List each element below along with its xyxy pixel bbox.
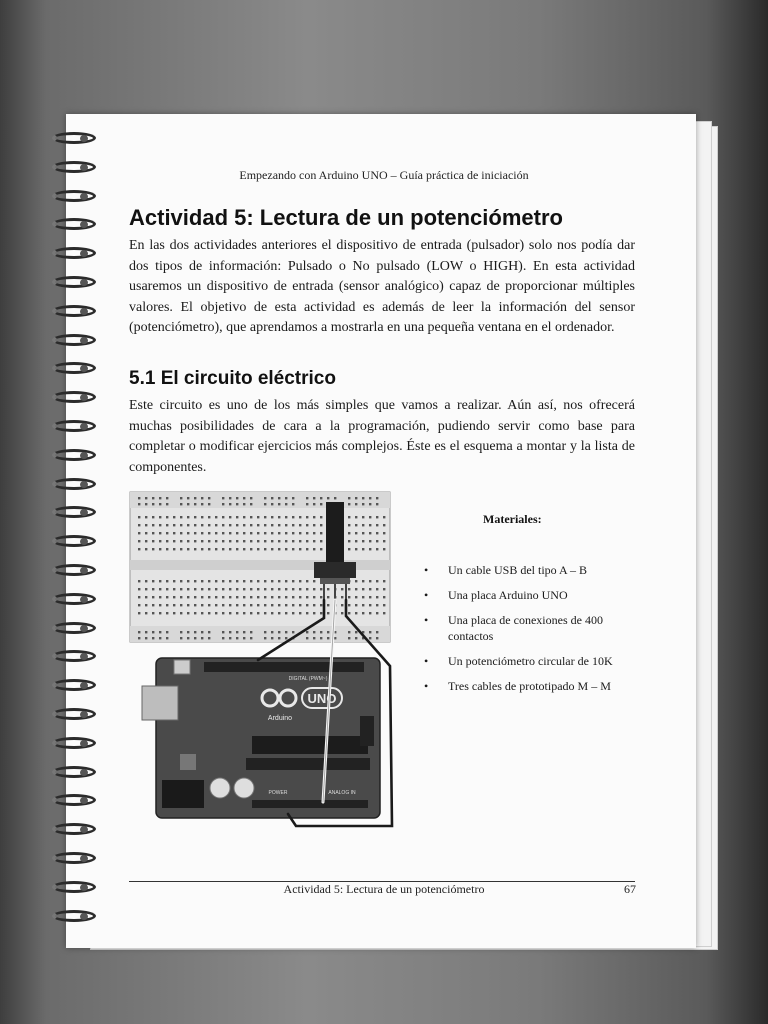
list-item: • Un potenciómetro circular de 10K <box>424 653 634 669</box>
spiral-coil <box>40 852 98 866</box>
list-item: • Una placa Arduino UNO <box>424 587 634 603</box>
section-heading: 5.1 El circuito eléctrico <box>129 368 336 389</box>
spiral-coil <box>40 737 98 751</box>
spiral-coil <box>40 362 98 376</box>
spiral-coil <box>40 391 98 405</box>
list-item: • Un cable USB del tipo A – B <box>424 562 634 578</box>
spiral-coil <box>40 218 98 232</box>
spiral-coil <box>40 506 98 520</box>
footer-title: Actividad 5: Lectura de un potenciómetro <box>283 882 485 896</box>
circuit-figure <box>128 490 398 830</box>
spiral-coil <box>40 305 98 319</box>
board-digital-label: DIGITAL (PWM~) <box>288 676 328 682</box>
spiral-coil <box>40 132 98 146</box>
spiral-coil <box>40 766 98 780</box>
spiral-coil <box>40 650 98 664</box>
activity-title: Actividad 5: Lectura de un potenciómetro <box>129 205 563 230</box>
list-item: • Una placa de conexiones de 400 contactos <box>424 612 634 644</box>
spiral-coil <box>40 535 98 549</box>
materials-title: Materiales: <box>483 512 542 526</box>
spiral-coil <box>40 679 98 693</box>
board-analog-label: ANALOG IN <box>328 790 356 796</box>
list-item: • Tres cables de prototipado M – M <box>424 678 634 694</box>
spiral-coil <box>40 276 98 290</box>
spiral-coil <box>40 247 98 261</box>
spiral-coil <box>40 478 98 492</box>
spiral-coil <box>40 910 98 924</box>
running-header: Empezando con Arduino UNO – Guía práctica de iniciación <box>239 168 529 182</box>
spiral-coil <box>40 190 98 204</box>
board-power-label: POWER <box>268 790 288 796</box>
board-logo-text: UNO <box>307 691 337 706</box>
spiral-coil <box>40 622 98 636</box>
materials-list <box>424 562 634 703</box>
intro-paragraph: En las dos actividades anteriores el dispositivo de entrada (pulsador) solo nos podía dar dos tipos de información: Pulsado o No pulsado (LOW o HIGH). En esta actividad usaremos un dispositivo de entrada (sensor analógico) capaz de proporcionar múltiples valores. El objetivo de esta actividad es además de leer la información del sensor (potenciómetro), que aprendamos a mostrarla en una pequeña ventana en el ordenador. <box>129 238 635 336</box>
arduino-board <box>142 658 380 818</box>
board-brand-text: Arduino <box>267 715 293 722</box>
spiral-coil <box>40 708 98 722</box>
spiral-coil <box>40 593 98 607</box>
section-paragraph: Este circuito es uno de los más simples que vamos a realizar. Aún así, nos ofrecerá muchas posibilidades de cara a la programación, pudiendo servir como base para completar o modificar ejercicios más complejos. Éste es el esquema a montar y la lista de componentes. <box>129 398 635 475</box>
spiral-coil <box>40 449 98 463</box>
spiral-coil <box>40 564 98 578</box>
spiral-coil <box>40 420 98 434</box>
spiral-coil <box>40 823 98 837</box>
page-number: 67 <box>624 882 636 896</box>
spiral-coil <box>40 794 98 808</box>
spiral-coil <box>40 334 98 348</box>
